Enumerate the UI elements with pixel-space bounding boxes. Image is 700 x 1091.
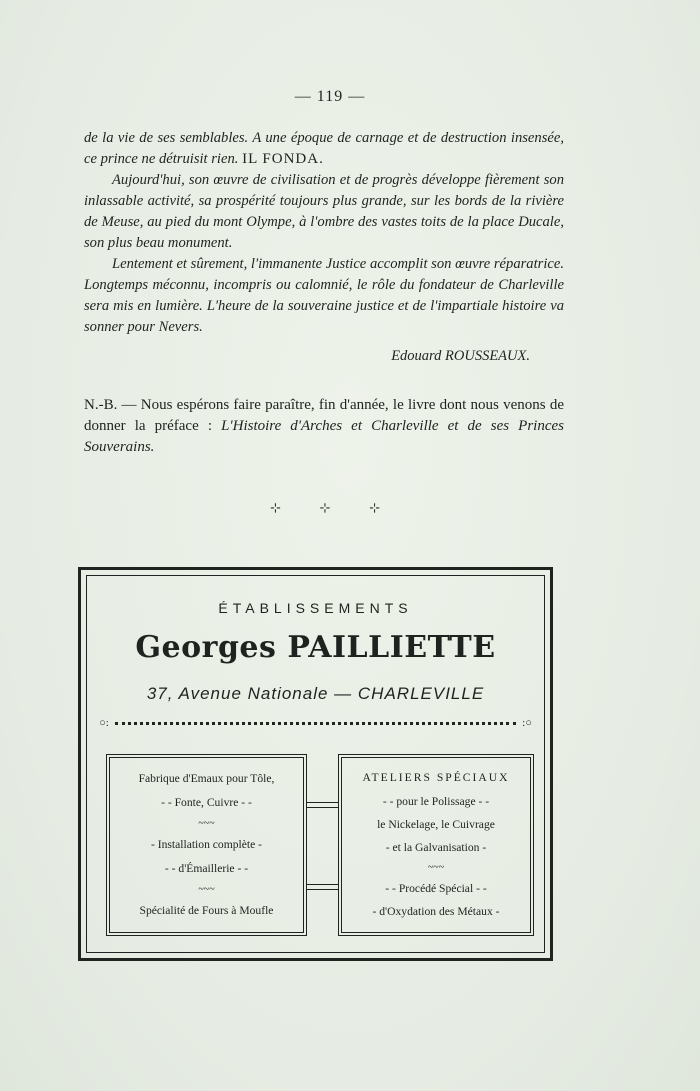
paragraph-1-text: de la vie de ses semblables. A une époque de carnage et de destruction insensée, ce prince ne détruisit rien. [84, 130, 564, 167]
box-separator: ~~~ [427, 862, 445, 874]
box-separator: ~~~ [198, 818, 215, 829]
il-fonda-emphasis: IL FONDA. [242, 151, 324, 167]
author-signature: Edouard ROUSSEAUX. [391, 348, 530, 364]
paragraph-3: Lentement et sûrement, l'immanente Justice accomplit son œuvre réparatrice. Longtemps méconnu, incompris ou calomnié, le rôle du fondateur de Charleville sera mis en lumière. L'heure de la souveraine justice et de l'impartiale histoire va sonner pour Nevers. [84, 256, 564, 335]
box-separator: ~~~ [198, 884, 215, 895]
article-text [84, 128, 564, 338]
nota-bene [84, 395, 564, 458]
dotted-line [115, 722, 516, 725]
box-connector [307, 884, 338, 890]
ornament-glyph: ⊹ [319, 500, 331, 515]
book-title: L'Histoire d'Arches et Charleville et de ses Princes Souverains. [84, 418, 564, 455]
nota-bene-text: N.-B. — Nous espérons faire paraître, fin d'année, le livre dont nous venons de donner la préface : [84, 397, 564, 434]
services-box-right [338, 754, 534, 936]
company-name: Georges PAILLIETTE [135, 630, 496, 665]
dotted-rule [93, 716, 538, 730]
ornament-divider [270, 500, 380, 516]
box-line: - - Procédé Spécial - - [385, 881, 487, 895]
paragraph-1 [84, 128, 564, 170]
box-line: Fabrique d'Emaux pour Tôle, [138, 772, 275, 785]
advertisement [78, 567, 553, 961]
box-line: - - d'Émaillerie - - [164, 862, 249, 875]
ornament-glyph: ⊹ [369, 500, 380, 515]
services-box-right-inner [341, 757, 531, 933]
box-line: - Installation complète - [150, 838, 263, 851]
services-box-left [106, 754, 307, 936]
advertisement-inner-frame [86, 575, 545, 953]
box-line: le Nickelage, le Cuivrage [377, 817, 495, 831]
services-box-left-inner [109, 757, 304, 933]
paragraph-2: Aujourd'hui, son œuvre de civilisation et de progrès développe fièrement son inlassable activité, sa prospérité toujours plus grande, sur les bords de la rivière de Meuse, au pied du mont Olympe, à l'ombre des vastes toits de la place Ducale, son plus beau monument. [84, 172, 564, 251]
dotted-rule-cap-left: ○: [99, 717, 109, 729]
box-line: - et la Galvanisation - [385, 841, 487, 854]
box-line: - - Fonte, Cuivre - - [161, 796, 252, 809]
company-address: 37, Avenue Nationale — CHARLEVILLE [146, 684, 485, 703]
page-number: — 119 — [294, 88, 366, 105]
box-heading: ATELIERS SPÉCIAUX [362, 771, 510, 785]
ad-heading: ÉTABLISSEMENTS [218, 600, 413, 616]
dotted-rule-cap-right: :○ [522, 717, 532, 729]
box-line: - d'Oxydation des Métaux - [372, 904, 500, 918]
ornament-glyph: ⊹ [270, 500, 281, 515]
box-line: Spécialité de Fours à Moufle [139, 904, 274, 917]
box-line: - - pour le Polissage - - [382, 794, 490, 808]
box-connector [307, 802, 338, 808]
